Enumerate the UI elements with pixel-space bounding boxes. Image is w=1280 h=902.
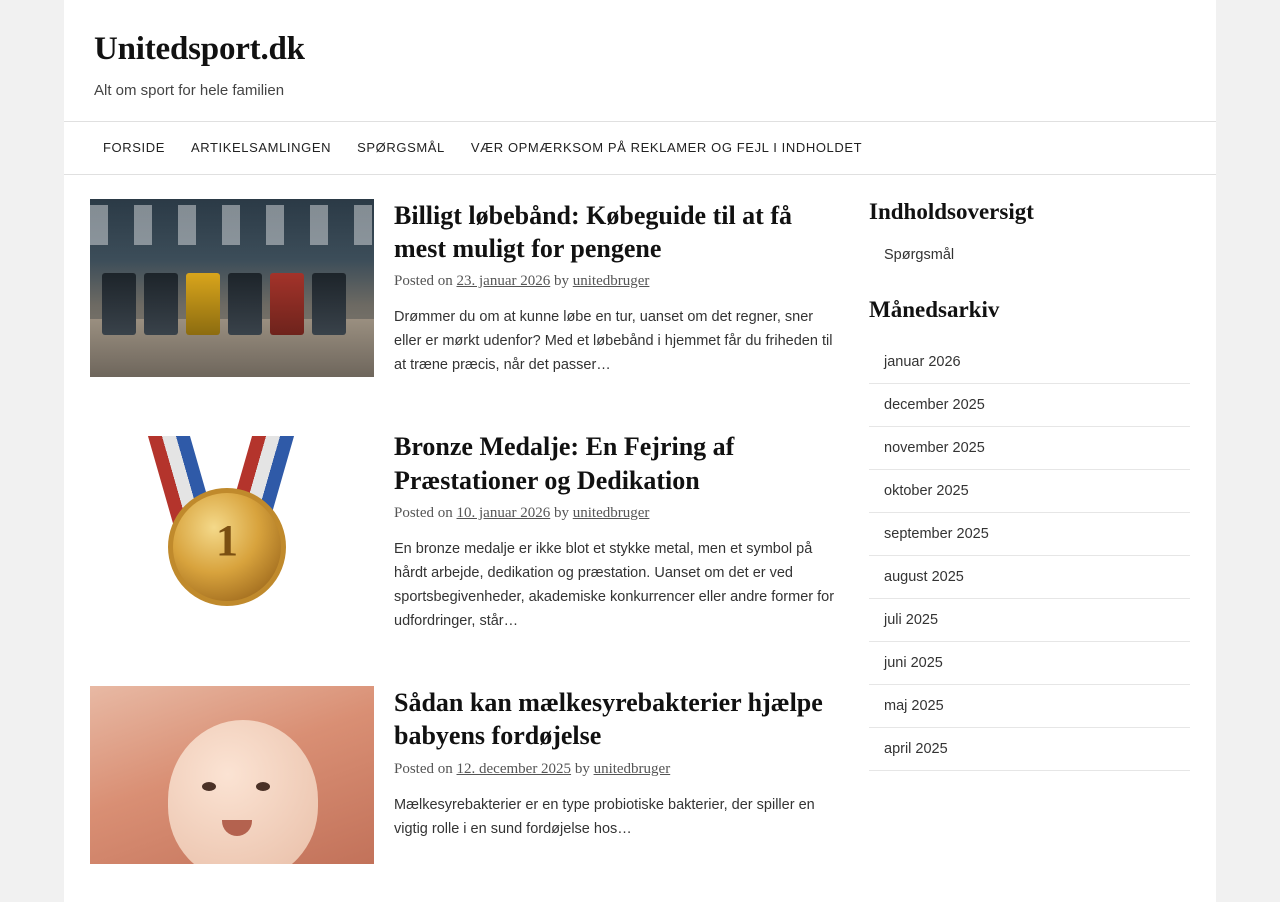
nav-forside[interactable]: FORSIDE (103, 140, 165, 156)
post-title[interactable]: Billigt løbebånd: Købeguide til at få mest muligt for pengene (394, 200, 792, 263)
post-title[interactable]: Bronze Medalje: En Fejring af Præstationer og Dedikation (394, 432, 735, 495)
post-date-link[interactable]: 10. januar 2026 (456, 504, 551, 521)
post-item (90, 199, 841, 393)
post-excerpt: En bronze medalje er ikke blot et stykke metal, men et symbol på hårdt arbejde, dedikation og præstation. Uanset om det er ved sportsbegivenheder, akademiske konkurrencer eller andre former for udfordringer, står… (394, 540, 835, 629)
archive-link-september-2025[interactable]: september 2025 (884, 525, 989, 542)
archive-link-juli-2025[interactable]: juli 2025 (884, 611, 939, 628)
list-item (869, 728, 1190, 771)
ceiling-lights (90, 205, 374, 245)
post-date-link[interactable]: 12. december 2025 (456, 760, 572, 777)
content-overview-list (869, 243, 1190, 267)
post-body (374, 686, 841, 864)
content-wrapper (64, 175, 1216, 902)
list-item (869, 556, 1190, 599)
post-body (374, 430, 841, 648)
sidebar (865, 199, 1190, 902)
post-meta (394, 761, 841, 778)
treadmill-2 (144, 273, 178, 335)
list-item (869, 513, 1190, 556)
post-thumbnail-medal[interactable] (90, 430, 374, 608)
post-author-link[interactable]: unitedbruger (593, 760, 671, 777)
nav-artikelsamlingen[interactable]: ARTIKELSAMLINGEN (190, 140, 332, 156)
archive-link-maj-2025[interactable]: maj 2025 (884, 697, 944, 714)
archive-link-december-2025[interactable]: december 2025 (884, 396, 985, 413)
archive-link-juni-2025[interactable]: juni 2025 (884, 654, 943, 671)
posted-on-label: Posted on (394, 273, 453, 290)
post-title[interactable]: Sådan kan mælkesyrebakterier hjælpe babyens fordøjelse (394, 688, 823, 751)
treadmill-3 (186, 273, 220, 335)
main-navigation (64, 121, 1216, 175)
gym-treadmills-image (90, 199, 374, 377)
widget-title-maanedsarkiv: Månedsarkiv (869, 296, 1000, 322)
post-thumbnail-treadmills[interactable] (90, 199, 374, 377)
list-item (869, 341, 1190, 384)
archive-link-november-2025[interactable]: november 2025 (884, 439, 985, 456)
list-item (869, 642, 1190, 685)
treadmill-1 (102, 273, 136, 335)
by-label: by (554, 273, 569, 290)
post-item (90, 430, 841, 648)
main-content (90, 199, 865, 902)
treadmill-5 (270, 273, 304, 335)
posted-on-label: Posted on (394, 760, 453, 777)
site-description: Alt om sport for hele familien (94, 81, 285, 99)
sidebar-link-sporgsmal[interactable]: Spørgsmål (884, 246, 955, 263)
post-excerpt: Drømmer du om at kunne løbe en tur, uanset om det regner, sner eller er mørkt udenfor? Med et løbebånd i hjemmet får du friheden til at træne præcis, når det passer… (394, 309, 833, 373)
list-item (869, 470, 1190, 513)
medal-number: 1 (216, 516, 238, 566)
archive-link-april-2025[interactable]: april 2025 (884, 740, 948, 757)
treadmill-6 (312, 273, 346, 335)
medal-disc (168, 488, 286, 606)
post-thumbnail-baby[interactable] (90, 686, 374, 864)
posted-on-label: Posted on (394, 504, 453, 521)
post-author-link[interactable]: unitedbruger (572, 273, 650, 290)
treadmill-4 (228, 273, 262, 335)
nav-sporgsmal[interactable]: SPØRGSMÅL (357, 140, 445, 156)
list-item (869, 243, 1190, 267)
list-item (869, 599, 1190, 642)
baby-head (168, 720, 318, 864)
archive-link-januar-2026[interactable]: januar 2026 (884, 353, 961, 370)
post-meta (394, 505, 841, 522)
nav-reklamer[interactable]: VÆR OPMÆRKSOM PÅ REKLAMER OG FEJL I INDHOLDET (470, 140, 863, 156)
list-item (869, 685, 1190, 728)
post-body (374, 199, 841, 393)
widget-content-overview (869, 199, 1190, 267)
bronze-medal-image (90, 430, 374, 608)
widget-title-indholdsoversigt: Indholdsoversigt (869, 198, 1034, 224)
archive-list (869, 341, 1190, 771)
list-item (869, 384, 1190, 427)
widget-month-archive (869, 297, 1190, 771)
post-item (90, 686, 841, 864)
site-header (64, 0, 1216, 121)
site-title[interactable]: Unitedsport.dk (94, 31, 305, 67)
list-item (869, 427, 1190, 470)
post-author-link[interactable]: unitedbruger (572, 504, 650, 521)
archive-link-oktober-2025[interactable]: oktober 2025 (884, 482, 969, 499)
baby-image (90, 686, 374, 864)
archive-link-august-2025[interactable]: august 2025 (884, 568, 964, 585)
by-label: by (554, 504, 569, 521)
post-excerpt: Mælkesyrebakterier er en type probiotiske bakterier, der spiller en vigtig rolle i en sund fordøjelse hos… (394, 796, 815, 837)
by-label: by (574, 760, 590, 777)
page-container (64, 0, 1216, 902)
post-date-link[interactable]: 23. januar 2026 (456, 273, 551, 290)
post-meta (394, 273, 841, 290)
